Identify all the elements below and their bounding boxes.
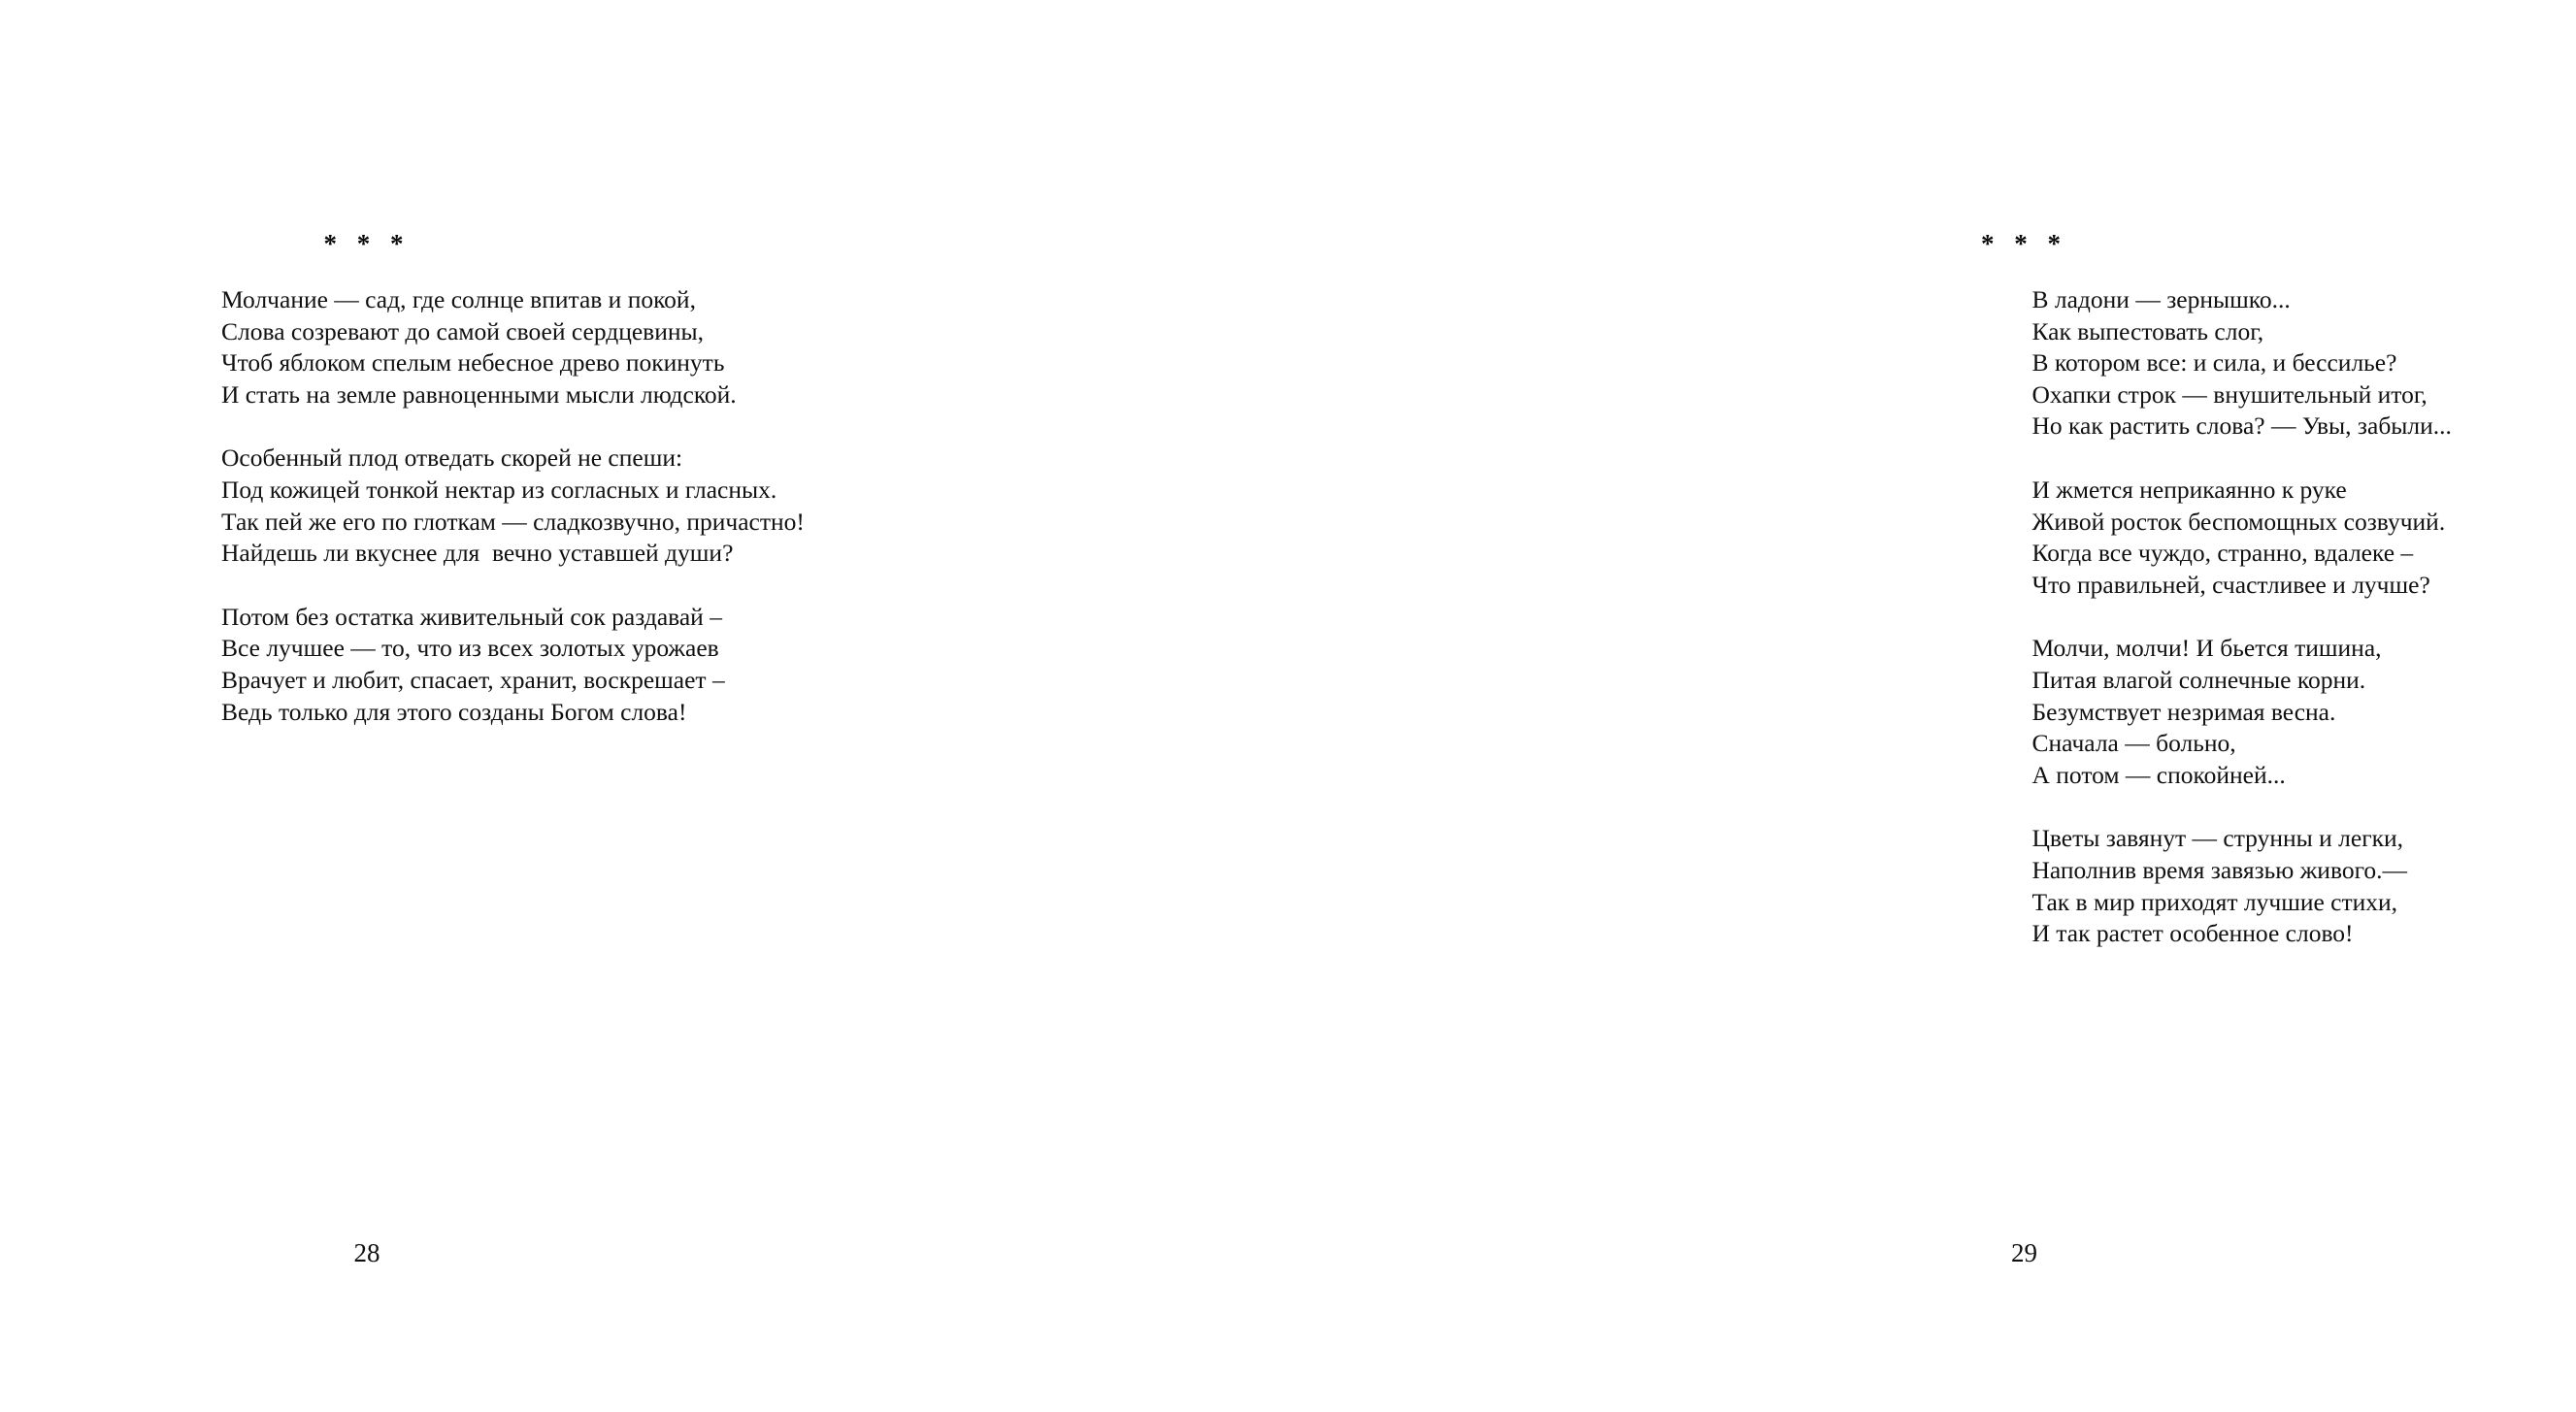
poem-line: И жмется неприкаянно к руке (2031, 475, 2347, 504)
poem-line: Слова созревают до самой своей сердцевины, (221, 316, 705, 345)
poem-line: Безумствует незримая весна. (2031, 697, 2336, 726)
poem-line: Как выпестовать слог, (2031, 316, 2264, 345)
poem-line: Врачует и любит, спасает, хранит, воскрешает – (221, 665, 725, 694)
poem-line: В котором все: и сила, и бессилье? (2031, 348, 2397, 378)
stanza (2032, 633, 2576, 791)
poem-line: Что правильней, счастливее и лучше? (2031, 570, 2430, 599)
poem-line: Молчи, молчи! И бьется тишина, (2031, 634, 2382, 663)
poem-line: А потом — спокойней... (2031, 760, 2286, 789)
poem-line: В ладони — зернышко... (2031, 285, 2291, 313)
poem-left (221, 284, 881, 728)
poem-line: И стать на земле равноценными мысли людской. (221, 379, 737, 409)
stanza (2032, 823, 2576, 949)
section-divider-asterisks-left: * * * (323, 229, 411, 258)
poem-line: Особенный плод отведать скорей не спеши: (221, 443, 683, 473)
section-divider-asterisks-right: * * * (1981, 229, 2067, 258)
poem-line: Потом без остатка живительный сок раздавай – (221, 602, 722, 631)
stanza (221, 443, 881, 569)
poem-line: Молчание — сад, где солнце впитав и покой, (221, 285, 696, 313)
poem-line: Питая влагой солнечные корни. (2031, 665, 2366, 694)
poem-line: Живой росток беспомощных созвучий. (2031, 507, 2446, 536)
stanza (221, 602, 881, 728)
page-number-right: 29 (2011, 1238, 2037, 1267)
poem-line: Под кожицей тонкой нектар из согласных и гласных. (221, 475, 777, 504)
poem-line: Наполнив время завязью живого.— (2031, 855, 2408, 884)
poem-line: И так растет особенное слово! (2031, 919, 2354, 948)
poem-line: Так пей же его по глоткам — сладкозвучно, причастно! (221, 507, 805, 536)
page-number-left: 28 (353, 1238, 380, 1267)
poem-line: Когда все чуждо, странно, вдалеке – (2031, 539, 2414, 568)
stanza (221, 284, 881, 410)
poem-line: Но как растить слова? — Увы, забыли... (2031, 411, 2452, 441)
page-right (908, 0, 2452, 1412)
poem-line: Ведь только для этого созданы Богом слова! (221, 697, 687, 726)
stanza (2032, 475, 2576, 601)
poem-line: Чтоб яблоком спелым небесное древо покинуть (221, 348, 725, 378)
poem-line: Все лучшее — то, что из всех золотых урожаев (221, 634, 719, 663)
poem-right (2032, 284, 2576, 950)
poem-line: Охапки строк — внушительный итог, (2031, 379, 2427, 409)
poem-line: Найдешь ли вкуснее для вечно уставшей души? (221, 539, 734, 568)
poem-line: Сначала — больно, (2031, 729, 2236, 758)
poem-line: Так в мир приходят лучшие стихи, (2031, 887, 2398, 916)
stanza (2032, 284, 2576, 443)
poem-line: Цветы завянут — струнны и легки, (2031, 824, 2404, 853)
page-left (0, 0, 908, 1412)
